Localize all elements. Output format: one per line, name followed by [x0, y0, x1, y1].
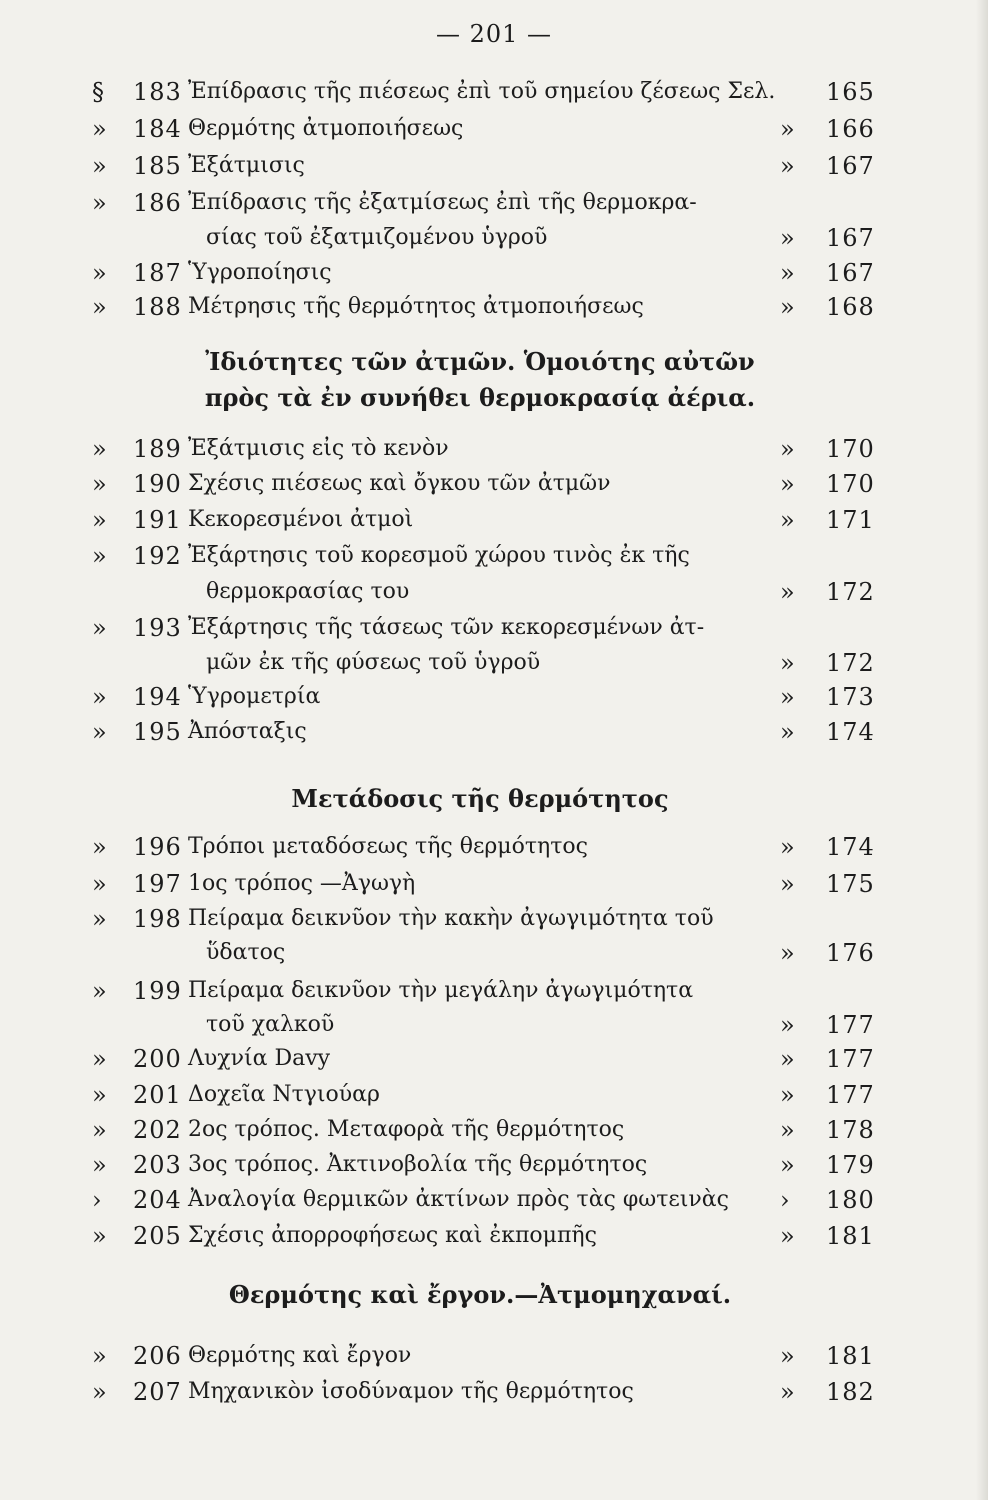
section-title: σίας τοῦ ἐξατμιζομένου ὑγροῦ: [206, 225, 548, 250]
toc-entry: [0, 538, 988, 574]
section-marker: »: [92, 977, 107, 1005]
section-title: Ἐπίδρασις τῆς πιέσεως ἐπὶ τοῦ σημείου ζέσεως Σελ.: [188, 79, 776, 104]
ditto-mark: »: [780, 293, 795, 321]
section-marker: »: [92, 1116, 107, 1144]
section-marker: ›: [92, 1186, 102, 1214]
section-number: 203: [133, 1151, 182, 1179]
section-title: Ὑγρομετρία: [188, 684, 321, 709]
section-marker: »: [92, 259, 107, 287]
section-title: 2ος τρόπος. Μεταφορὰ τῆς θερμότητος: [188, 1117, 625, 1142]
ditto-mark: ›: [780, 1186, 790, 1214]
page-ref: 172: [826, 578, 875, 606]
page-ref: 165: [826, 78, 875, 106]
page-ref: 167: [826, 259, 875, 287]
section-marker: »: [92, 293, 107, 321]
toc-entry: [0, 466, 988, 502]
page-ref: 181: [826, 1342, 875, 1370]
section-title: Ἐπίδρασις τῆς ἐξατμίσεως ἐπὶ τῆς θερμοκρα-: [188, 190, 697, 215]
section-marker: »: [92, 718, 107, 746]
page-ref: 177: [826, 1045, 875, 1073]
toc-entry: [0, 973, 988, 1009]
ditto-mark: »: [780, 506, 795, 534]
toc-entry: [0, 1218, 988, 1254]
section-title: Θερμότης καὶ ἔργον: [188, 1343, 412, 1368]
section-title: Ἐξάτμισις: [188, 153, 305, 178]
page-ref: 166: [826, 115, 875, 143]
ditto-mark: »: [780, 470, 795, 498]
ditto-mark: »: [780, 870, 795, 898]
section-title: Σχέσις ἀπορροφήσεως καὶ ἐκπομπῆς: [188, 1223, 597, 1248]
section-number: 189: [133, 435, 182, 463]
section-number: 196: [133, 833, 182, 861]
section-number: 186: [133, 189, 182, 217]
toc-entry: [0, 185, 988, 221]
section-title: θερμοκρασίας του: [206, 579, 410, 604]
toc-entry: [0, 502, 988, 538]
ditto-mark: »: [780, 1151, 795, 1179]
toc-entry: [0, 1374, 988, 1410]
section-marker: »: [92, 833, 107, 861]
toc-entry-continuation: [0, 574, 988, 610]
ditto-mark: »: [780, 1342, 795, 1370]
page-ref: 177: [826, 1081, 875, 1109]
section-marker: »: [92, 152, 107, 180]
section-title: ὕδατος: [206, 940, 286, 965]
section-number: 204: [133, 1186, 182, 1214]
ditto-mark: »: [780, 115, 795, 143]
section-marker: §: [92, 78, 104, 106]
section-title: Πείραμα δεικνῦον τὴν κακὴν ἀγωγιμότητα τοῦ: [188, 906, 714, 931]
page-ref: 173: [826, 683, 875, 711]
ditto-mark: »: [780, 224, 795, 252]
section-marker: »: [92, 1378, 107, 1406]
section-marker: »: [92, 905, 107, 933]
ditto-mark: »: [780, 578, 795, 606]
section-marker: »: [92, 870, 107, 898]
section-title: Ὑγροποίησις: [188, 260, 332, 285]
section-marker: »: [92, 1222, 107, 1250]
toc-entry: [0, 148, 988, 184]
section-number: 188: [133, 293, 182, 321]
section-title: Ἀναλογία θερμικῶν ἀκτίνων πρὸς τὰς φωτεινὰς: [188, 1187, 729, 1212]
section-title: Λυχνία Davy: [188, 1046, 331, 1071]
page-ref: 170: [826, 470, 875, 498]
page-ref: 170: [826, 435, 875, 463]
section-title: 3ος τρόπος. Ἀκτινοβολία τῆς θερμότητος: [188, 1152, 648, 1177]
section-title: Ἀπόσταξις: [188, 719, 307, 744]
toc-entry: [0, 289, 988, 325]
ditto-mark: »: [780, 1378, 795, 1406]
section-title: Μέτρησις τῆς θερμότητος ἀτμοποιήσεως: [188, 294, 644, 319]
toc-entry: [0, 1147, 988, 1183]
ditto-mark: »: [780, 939, 795, 967]
toc-entry: [0, 1112, 988, 1148]
section-number: 199: [133, 977, 182, 1005]
ditto-mark: »: [780, 649, 795, 677]
section-title: 1ος τρόπος —Ἀγωγὴ: [188, 871, 416, 896]
section-marker: »: [92, 614, 107, 642]
section-title: Δοχεῖα Ντγιούαρ: [188, 1082, 380, 1107]
section-title: Ἐξάρτησις τῆς τάσεως τῶν κεκορεσμένων ἀτ-: [188, 615, 705, 640]
toc-entry: [0, 610, 988, 646]
page-ref: 167: [826, 152, 875, 180]
section-title: Μηχανικὸν ἰσοδύναμον τῆς θερμότητος: [188, 1379, 634, 1404]
section-marker: »: [92, 1045, 107, 1073]
toc-entry: [0, 1077, 988, 1113]
section-number: 185: [133, 152, 182, 180]
page-ref: 176: [826, 939, 875, 967]
section-title: Πείραμα δεικνῦον τὴν μεγάλην ἀγωγιμότητα: [188, 978, 694, 1003]
toc-entry-continuation: [0, 645, 988, 681]
section-title: Τρόποι μεταδόσεως τῆς θερμότητος: [188, 834, 588, 859]
toc-entry: [0, 431, 988, 467]
page-ref: 174: [826, 833, 875, 861]
toc-entry: [0, 679, 988, 715]
section-marker: »: [92, 506, 107, 534]
toc-entry: [0, 255, 988, 291]
section-number: 198: [133, 905, 182, 933]
section-number: 195: [133, 718, 182, 746]
page-ref: 182: [826, 1378, 875, 1406]
section-number: 191: [133, 506, 182, 534]
section-marker: »: [92, 1081, 107, 1109]
section-heading: Θερμότης καὶ ἔργον.—Ἀτμομηχαναί.: [228, 1280, 732, 1309]
ditto-mark: »: [780, 1116, 795, 1144]
section-number: 207: [133, 1378, 182, 1406]
section-title: Σχέσις πιέσεως καὶ ὄγκου τῶν ἀτμῶν: [188, 471, 611, 496]
toc-entry: [0, 111, 988, 147]
page-ref: 181: [826, 1222, 875, 1250]
page-ref: 174: [826, 718, 875, 746]
ditto-mark: »: [780, 683, 795, 711]
page-ref: 179: [826, 1151, 875, 1179]
page-ref: 180: [826, 1186, 875, 1214]
section-heading: Μετάδοσις τῆς θερμότητος: [291, 784, 669, 813]
section-title: Ἐξάρτησις τοῦ κορεσμοῦ χώρου τινὸς ἐκ τῆς: [188, 543, 690, 568]
ditto-mark: »: [780, 259, 795, 287]
section-number: 201: [133, 1081, 182, 1109]
toc-entry: [0, 1338, 988, 1374]
ditto-mark: »: [780, 1081, 795, 1109]
page-ref: 167: [826, 224, 875, 252]
section-number: 187: [133, 259, 182, 287]
section-heading: πρὸς τὰ ἐν συνήθει θερμοκρασίᾳ ἀέρια.: [204, 383, 756, 412]
toc-entry: [0, 829, 988, 865]
section-title: Θερμότης ἀτμοποιήσεως: [188, 116, 464, 141]
toc-entry: [0, 74, 988, 110]
section-number: 183: [133, 78, 182, 106]
ditto-mark: »: [780, 1222, 795, 1250]
toc-entry-continuation: [0, 1007, 988, 1043]
section-number: 202: [133, 1116, 182, 1144]
section-number: 192: [133, 542, 182, 570]
page-ref: 178: [826, 1116, 875, 1144]
section-marker: »: [92, 189, 107, 217]
section-marker: »: [92, 115, 107, 143]
section-number: 205: [133, 1222, 182, 1250]
page-ref: 172: [826, 649, 875, 677]
page-ref: 175: [826, 870, 875, 898]
toc-entry-continuation: [0, 935, 988, 971]
toc-entry: [0, 1041, 988, 1077]
section-title: τοῦ χαλκοῦ: [206, 1012, 335, 1037]
section-number: 184: [133, 115, 182, 143]
section-marker: »: [92, 1151, 107, 1179]
ditto-mark: »: [780, 718, 795, 746]
section-number: 206: [133, 1342, 182, 1370]
ditto-mark: »: [780, 1011, 795, 1039]
section-number: 200: [133, 1045, 182, 1073]
toc-entry: [0, 1182, 988, 1218]
toc-entry: [0, 901, 988, 937]
section-marker: »: [92, 1342, 107, 1370]
ditto-mark: »: [780, 833, 795, 861]
section-heading: Ἰδιότητες τῶν ἀτμῶν. Ὁμοιότης αὐτῶν: [205, 347, 755, 376]
section-title: μῶν ἐκ τῆς φύσεως τοῦ ὑγροῦ: [206, 650, 541, 675]
page-ref: 177: [826, 1011, 875, 1039]
section-marker: »: [92, 683, 107, 711]
section-number: 190: [133, 470, 182, 498]
section-number: 194: [133, 683, 182, 711]
ditto-mark: »: [780, 1045, 795, 1073]
ditto-mark: »: [780, 152, 795, 180]
page-number: — 201 —: [435, 20, 553, 48]
page-ref: 168: [826, 293, 875, 321]
page-ref: 171: [826, 506, 875, 534]
section-marker: »: [92, 542, 107, 570]
section-marker: »: [92, 470, 107, 498]
section-marker: »: [92, 435, 107, 463]
toc-entry: [0, 866, 988, 902]
section-number: 197: [133, 870, 182, 898]
toc-entry: [0, 714, 988, 750]
toc-entry-continuation: [0, 220, 988, 256]
section-title: Ἐξάτμισις εἰς τὸ κενὸν: [188, 436, 449, 461]
section-title: Κεκορεσμένοι ἀτμοὶ: [188, 507, 414, 532]
ditto-mark: »: [780, 435, 795, 463]
section-number: 193: [133, 614, 182, 642]
page-edge-shadow: [976, 0, 988, 1500]
